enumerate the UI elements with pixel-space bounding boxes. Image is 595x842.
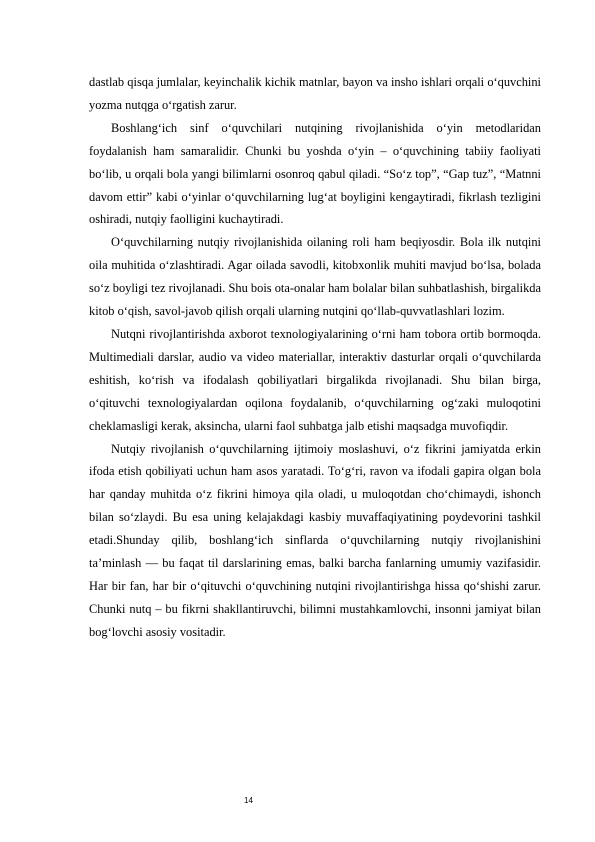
paragraph-3: O‘quvchilarning nutqiy rivojlanishida oilaning roli ham beqiyosdir. Bola ilk nutqini oila muhitida o‘zlashtiradi. Agar oilada savodli, kitobxonlik muhiti mavjud bo‘lsa, bolada so‘z boyligi tez rivojlanadi. Shu bois ota-onalar ham bolalar bilan suhbatlashish, birgalikda kitob o‘qish, savol-javob qilish orqali ularning nutqini qo‘llab-quvvatlashlari lozim. <box>89 235 541 319</box>
paragraph-5: Nutqiy rivojlanish o‘quvchilarning ijtimoiy moslashuvi, o‘z fikrini jamiyatda erkin ifoda etish qobiliyati uchun ham asos yaratadi. To‘g‘ri, ravon va ifodali gapira olgan bola har qanday muhitda o‘z fikrini himoya qila oladi, u muloqotdan cho‘chimaydi, ishonch bilan so‘zlaydi. Bu esa uning kelajakdagi kasbiy muvaffaqiyatining poydevorini tashkil etadi.Shunday qilib, boshlang‘ich sinflarda o‘quvchilarning nutqiy rivojlanishini ta’minlash — bu faqat til darslarining emas, balki barcha fanlarning umumiy vazifasidir. Har bir fan, har bir o‘qituvchi o‘quvchining nutqini rivojlantirishga hissa qo‘shishi zarur. Chunki nutq – bu fikrni shakllantiruvchi, bilimni mustahkamlovchi, insonni jamiyat bilan bog‘lovchi asosiy vositadir. <box>89 441 541 639</box>
paragraph-4: Nutqni rivojlantirishda axborot texnologiyalarining o‘rni ham tobora ortib bormoqda. Multimediali darslar, audio va video materiallar, interaktiv dasturlar orqali o‘quvchilarda eshitish, ko‘rish va ifodalash qobiliyatlari birgalikda rivojlanadi. Shu bilan birga, o‘qituvchi texnologiyalardan oqilona foydalanib, o‘quvchilarning og‘zaki muloqotini cheklamasligi kerak, aksincha, ularni faol suhbatga jalb etishi maqsadga muvofiqdir. <box>89 326 541 433</box>
page-number: 14 <box>244 796 253 805</box>
document-page <box>89 71 541 644</box>
paragraph-1: dastlab qisqa jumlalar, keyinchalik kichik matnlar, bayon va insho ishlari orqali o‘quvchini yozma nutqga o‘rgatish zarur. <box>89 75 541 112</box>
paragraph-2: Boshlang‘ich sinf o‘quvchilari nutqining rivojlanishida o‘yin metodlaridan foydalanish ham samaralidir. Chunki bu yoshda o‘yin – o‘quvchining tabiiy faoliyati bo‘lib, u orqali bola yangi bilimlarni osonroq qabul qiladi. “So‘z top”, “Gap tuz”, “Matnni davom ettir” kabi o‘yinlar o‘quvchilarning lug‘at boyligini kengaytiradi, fikrlash tezligini oshiradi, nutqiy faolligini kuchaytiradi. <box>89 120 541 227</box>
